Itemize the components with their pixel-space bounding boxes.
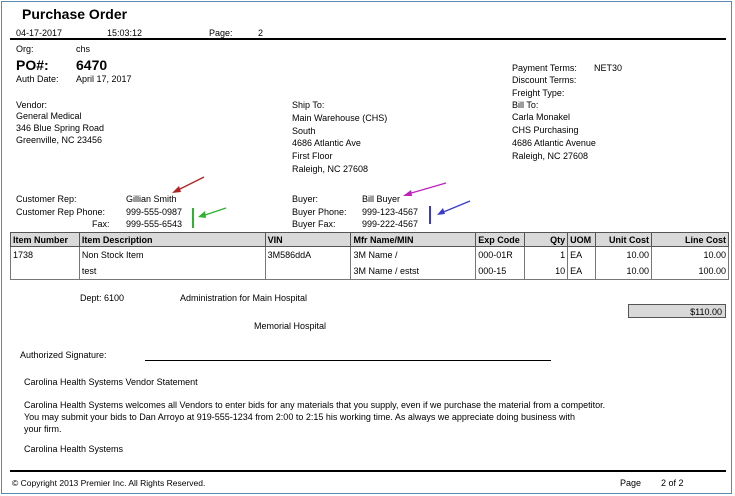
order-total: $110.00 xyxy=(628,304,726,318)
po-label: PO#: xyxy=(16,57,49,73)
cell-item-number: 1738 xyxy=(11,247,80,264)
auth-date-label: Auth Date: xyxy=(16,74,59,84)
buyer-value: Bill Buyer xyxy=(362,194,401,204)
col-uom: UOM xyxy=(568,233,596,247)
payment-terms-value: NET30 xyxy=(594,63,623,73)
cell-unit-cost: 10.00 xyxy=(596,247,652,264)
po-number: 6470 xyxy=(76,57,108,73)
footer-rule xyxy=(10,470,726,472)
customer-rep-fax-label: Fax: xyxy=(92,219,110,229)
dept-name: Administration for Main Hospital xyxy=(180,293,308,303)
col-item-description: Item Description xyxy=(79,233,265,247)
copyright: © Copyright 2013 Premier Inc. All Rights Reserved. xyxy=(12,478,206,488)
buyer-label: Buyer: xyxy=(292,194,319,204)
magenta-arrow-icon xyxy=(400,180,450,200)
cell-mfr-name: 3M Name / estst xyxy=(351,263,476,280)
ship-to-line-1: Main Warehouse (CHS) xyxy=(292,113,388,123)
col-unit-cost: Unit Cost xyxy=(596,233,652,247)
page-title: Purchase Order xyxy=(22,6,128,22)
cell-item-description: Non Stock Item xyxy=(79,247,265,264)
cell-line-cost: 10.00 xyxy=(652,247,729,264)
ship-to-line-4: First Floor xyxy=(292,151,333,161)
blue-arrow-icon xyxy=(425,198,475,226)
print-time: 15:03:12 xyxy=(107,28,143,38)
page-label: Page: xyxy=(209,28,233,38)
statement-line-3: your firm. xyxy=(24,424,62,434)
cell-item-description: test xyxy=(79,263,265,280)
bill-to-line-2: CHS Purchasing xyxy=(512,125,579,135)
cell-vin: 3M586ddA xyxy=(265,247,351,264)
col-line-cost: Line Cost xyxy=(652,233,729,247)
payment-terms-label: Payment Terms: xyxy=(512,63,577,73)
red-arrow-icon xyxy=(170,174,210,196)
customer-rep-fax-value: 999-555-6543 xyxy=(126,219,183,229)
col-item-number: Item Number xyxy=(11,233,80,247)
vendor-city: Greenville, NC 23456 xyxy=(16,135,103,145)
buyer-fax-label: Buyer Fax: xyxy=(292,219,336,229)
dept-label: Dept: 6100 xyxy=(80,293,125,303)
freight-type-label: Freight Type: xyxy=(512,88,565,98)
buyer-phone-label: Buyer Phone: xyxy=(292,207,347,217)
cell-mfr-name: 3M Name / xyxy=(351,247,476,264)
footer-page-label: Page xyxy=(620,478,642,488)
customer-rep-label: Customer Rep: xyxy=(16,194,77,204)
cell-item-number xyxy=(11,263,80,280)
cell-qty: 10 xyxy=(525,263,568,280)
cell-exp-code: 000-15 xyxy=(476,263,525,280)
cell-uom: EA xyxy=(568,263,596,280)
signature-label: Authorized Signature: xyxy=(20,350,107,360)
customer-rep-phone-label: Customer Rep Phone: xyxy=(16,207,106,217)
statement-signoff: Carolina Health Systems xyxy=(24,444,124,454)
table-row xyxy=(11,263,729,280)
ship-to-line-5: Raleigh, NC 27608 xyxy=(292,164,369,174)
cell-line-cost: 100.00 xyxy=(652,263,729,280)
table-header-row xyxy=(11,233,729,247)
dept-location: Memorial Hospital xyxy=(254,321,327,331)
statement-line-2: You may submit your bids to Dan Arroyo at 919-555-1234 from 2:00 to 2:15 his working time. As always we appreciate doing business with xyxy=(24,412,575,422)
cell-vin xyxy=(265,263,351,280)
buyer-fax-value: 999-222-4567 xyxy=(362,219,419,229)
vendor-street: 346 Blue Spring Road xyxy=(16,123,105,133)
signature-line xyxy=(145,360,551,361)
col-vin: VIN xyxy=(265,233,351,247)
page-number: 2 xyxy=(258,28,264,38)
cell-uom: EA xyxy=(568,247,596,264)
print-date: 04-17-2017 xyxy=(16,28,63,38)
table-row xyxy=(11,247,729,264)
customer-rep-value: Gillian Smith xyxy=(126,194,177,204)
cell-unit-cost: 10.00 xyxy=(596,263,652,280)
bill-to-line-3: 4686 Atlantic Avenue xyxy=(512,138,596,148)
green-arrow-icon xyxy=(190,204,232,230)
statement-heading: Carolina Health Systems Vendor Statement xyxy=(24,377,198,387)
customer-rep-phone-value: 999-555-0987 xyxy=(126,207,183,217)
header-rule xyxy=(10,38,726,40)
ship-to-line-2: South xyxy=(292,126,316,136)
cell-qty: 1 xyxy=(525,247,568,264)
bill-to-line-4: Raleigh, NC 27608 xyxy=(512,151,589,161)
discount-terms-label: Discount Terms: xyxy=(512,75,577,85)
statement-line-1: Carolina Health Systems welcomes all Vendors to enter bids for any materials that you supply, even if we purchase the material from a competitor. xyxy=(24,400,606,410)
col-exp-code: Exp Code xyxy=(476,233,525,247)
auth-date-value: April 17, 2017 xyxy=(76,74,132,84)
footer-page-of: 2 of 2 xyxy=(661,478,684,488)
vendor-label: Vendor: xyxy=(16,100,48,110)
vendor-name: General Medical xyxy=(16,111,82,121)
col-mfr-name: Mfr Name/MIN xyxy=(351,233,476,247)
line-items-table xyxy=(10,232,729,280)
cell-exp-code: 000-01R xyxy=(476,247,525,264)
ship-to-label: Ship To: xyxy=(292,100,325,110)
bill-to-line-1: Carla Monakel xyxy=(512,112,571,122)
col-qty: Qty xyxy=(525,233,568,247)
org-value: chs xyxy=(76,44,91,54)
bill-to-label: Bill To: xyxy=(512,100,539,110)
org-label: Org: xyxy=(16,44,34,54)
ship-to-line-3: 4686 Atlantic Ave xyxy=(292,138,361,148)
buyer-phone-value: 999-123-4567 xyxy=(362,207,419,217)
